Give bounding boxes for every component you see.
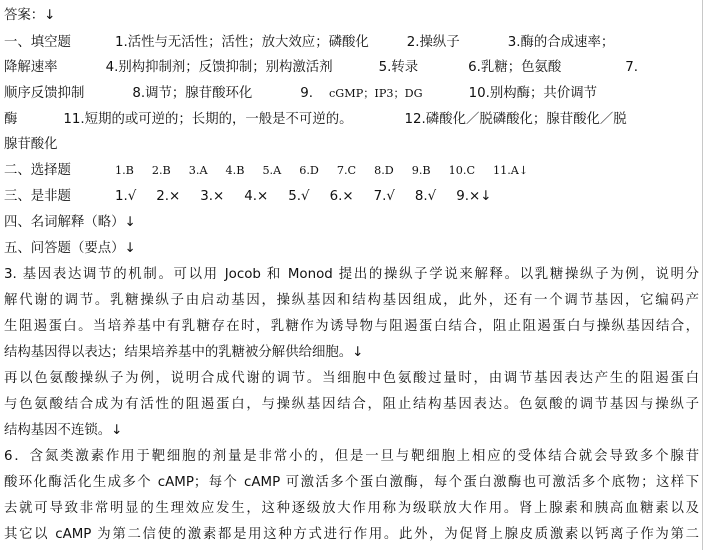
choice-answer: 7.C [336,164,357,177]
para6-line-1: 6．含氮类激素作用于靶细胞的剂量是非常小的，但是一旦与靶细胞上相应的受体结合就会导致多个腺苷 [4,449,699,464]
fill-in-answer-6: 6.乳糖；色氨酸 [468,60,562,75]
para3-line-2: 解代谢的调节。乳糖操纵子由启动基因，操纵基因和结构基因组成，此外，还有一个调节基因，它编码产 [4,293,699,308]
fill-in-title: 一、填空题 [4,35,71,50]
choice-answer: 5.A [262,164,282,177]
true-false-answer: 8.√ [414,189,437,204]
true-false-answer: 7.√ [373,189,395,204]
para3b-line-1: 再以色氨酸操纵子为例，说明合成代谢的调节。当细胞中色氨酸过量时，由调节基因表达产生的阻遏蛋白 [4,371,699,386]
choice-answer: 8.D [374,164,394,177]
true-false-line [4,185,699,209]
choice-answer: 4.B [225,164,245,177]
true-false-answer: 1.√ [114,189,137,204]
para6-line-4: 其它以 cAMP 为第二信使的激素都是用这种方式进行作用。此外，为促肾上腺皮质激素以钙离子作为第二 [4,527,699,542]
choice-answer: 6.D [299,164,319,177]
para3-line-3: 生阻遏蛋白。当培养基中有乳糖存在时，乳糖作为诱导物与阻遏蛋白结合，阻止阻遏蛋白与操纵基因结合， [4,319,699,334]
fill-in-line-4 [4,108,699,132]
fill-in-answer-10: 10.别构酶；共价调节 [468,86,597,101]
para6-line-2: 酸环化酶活化生成多个 cAMP；每个 cAMP 可激活多个蛋白激酶，每个蛋白激酶也可激活多个底物；这样下 [4,475,699,490]
glossary-title: 四、名词解释（略）↓ [4,215,136,230]
fill-in-answer-11: 11.短期的或可逆的；长期的，一般是不可逆的。 [63,112,353,127]
para3-line-1: 3. 基因表达调节的机制。可以用 Jocob 和 Monod 提出的操纵子学说来解释。以乳糖操纵子为例，说明分 [4,267,699,282]
fill-in-answer-8: 8.调节；腺苷酸环化 [132,86,253,101]
true-false-answer: 4.× [244,189,269,204]
fill-in-answer-5: 5.转录 [378,60,419,75]
fill-in-answer-7: 7. [625,60,639,75]
choice-line [4,159,699,183]
true-false-answer: 6.× [329,189,354,204]
true-false-answer: 5.√ [288,189,310,204]
fill-in-answer-1: 1.活性与无活性；活性；放大效应；磷酸化 [114,35,369,50]
fill-in-line-5 [4,133,699,157]
fill-in-answer-9: 9. [300,86,314,101]
true-false-answer: 9.×↓ [456,189,492,204]
para3b-line-3: 结构基因不连锁。↓ [4,423,123,438]
true-false-answer: 2.× [156,189,181,204]
fill-in-answer-3-cont: 降解速率 [4,60,58,75]
fill-in-answer-10-cont: 酶 [4,112,18,127]
choice-answer: 3.A [188,164,208,177]
fill-in-line-3 [4,82,699,106]
choice-title: 二、选择题 [4,163,71,178]
fill-in-answer-12-cont: 腺苷酸化 [4,137,58,152]
fill-in-answer-2: 2.操纵子 [406,35,460,50]
para3b-line-2: 与色氨酸结合成为有活性的阻遏蛋白，与操纵基因结合，阻止结构基因表达。色氨酸的调节基因与操纵子 [4,397,699,412]
true-false-title: 三、是非题 [4,189,71,204]
answer-heading: 答案：↓ [4,8,56,23]
choice-answer: 1.B [114,164,134,177]
essay-title: 五、问答题（要点）↓ [4,241,136,256]
fill-in-answer-3: 3.酶的合成速率； [507,35,615,50]
true-false-answer: 3.× [200,189,225,204]
fill-in-answer-4: 4.别构抑制剂；反馈抑制；别构激活剂 [105,60,333,75]
fill-in-answer-7-cont: 顺序反馈抑制 [4,86,85,101]
para3-line-4: 结构基因得以表达；结果培养基中的乳糖被分解供给细胞。↓ [4,345,364,360]
choice-answer: 10.C [448,164,476,177]
fill-in-answer-12: 12.磷酸化／脱磷酸化；腺苷酸化／脱 [404,112,627,127]
para6-line-3: 去就可导致非常明显的生理效应发生，这种逐级放大作用称为级联放大作用。肾上腺素和胰高血糖素以及 [4,501,699,516]
fill-in-line-2 [4,56,699,80]
choice-answer: 11.A↓ [493,164,529,177]
fill-in-answer-9-cont: cGMP；IP3；DG [329,87,423,100]
choice-answer: 2.B [151,164,171,177]
choice-answer: 9.B [411,164,431,177]
fill-in-line-1 [4,31,699,55]
